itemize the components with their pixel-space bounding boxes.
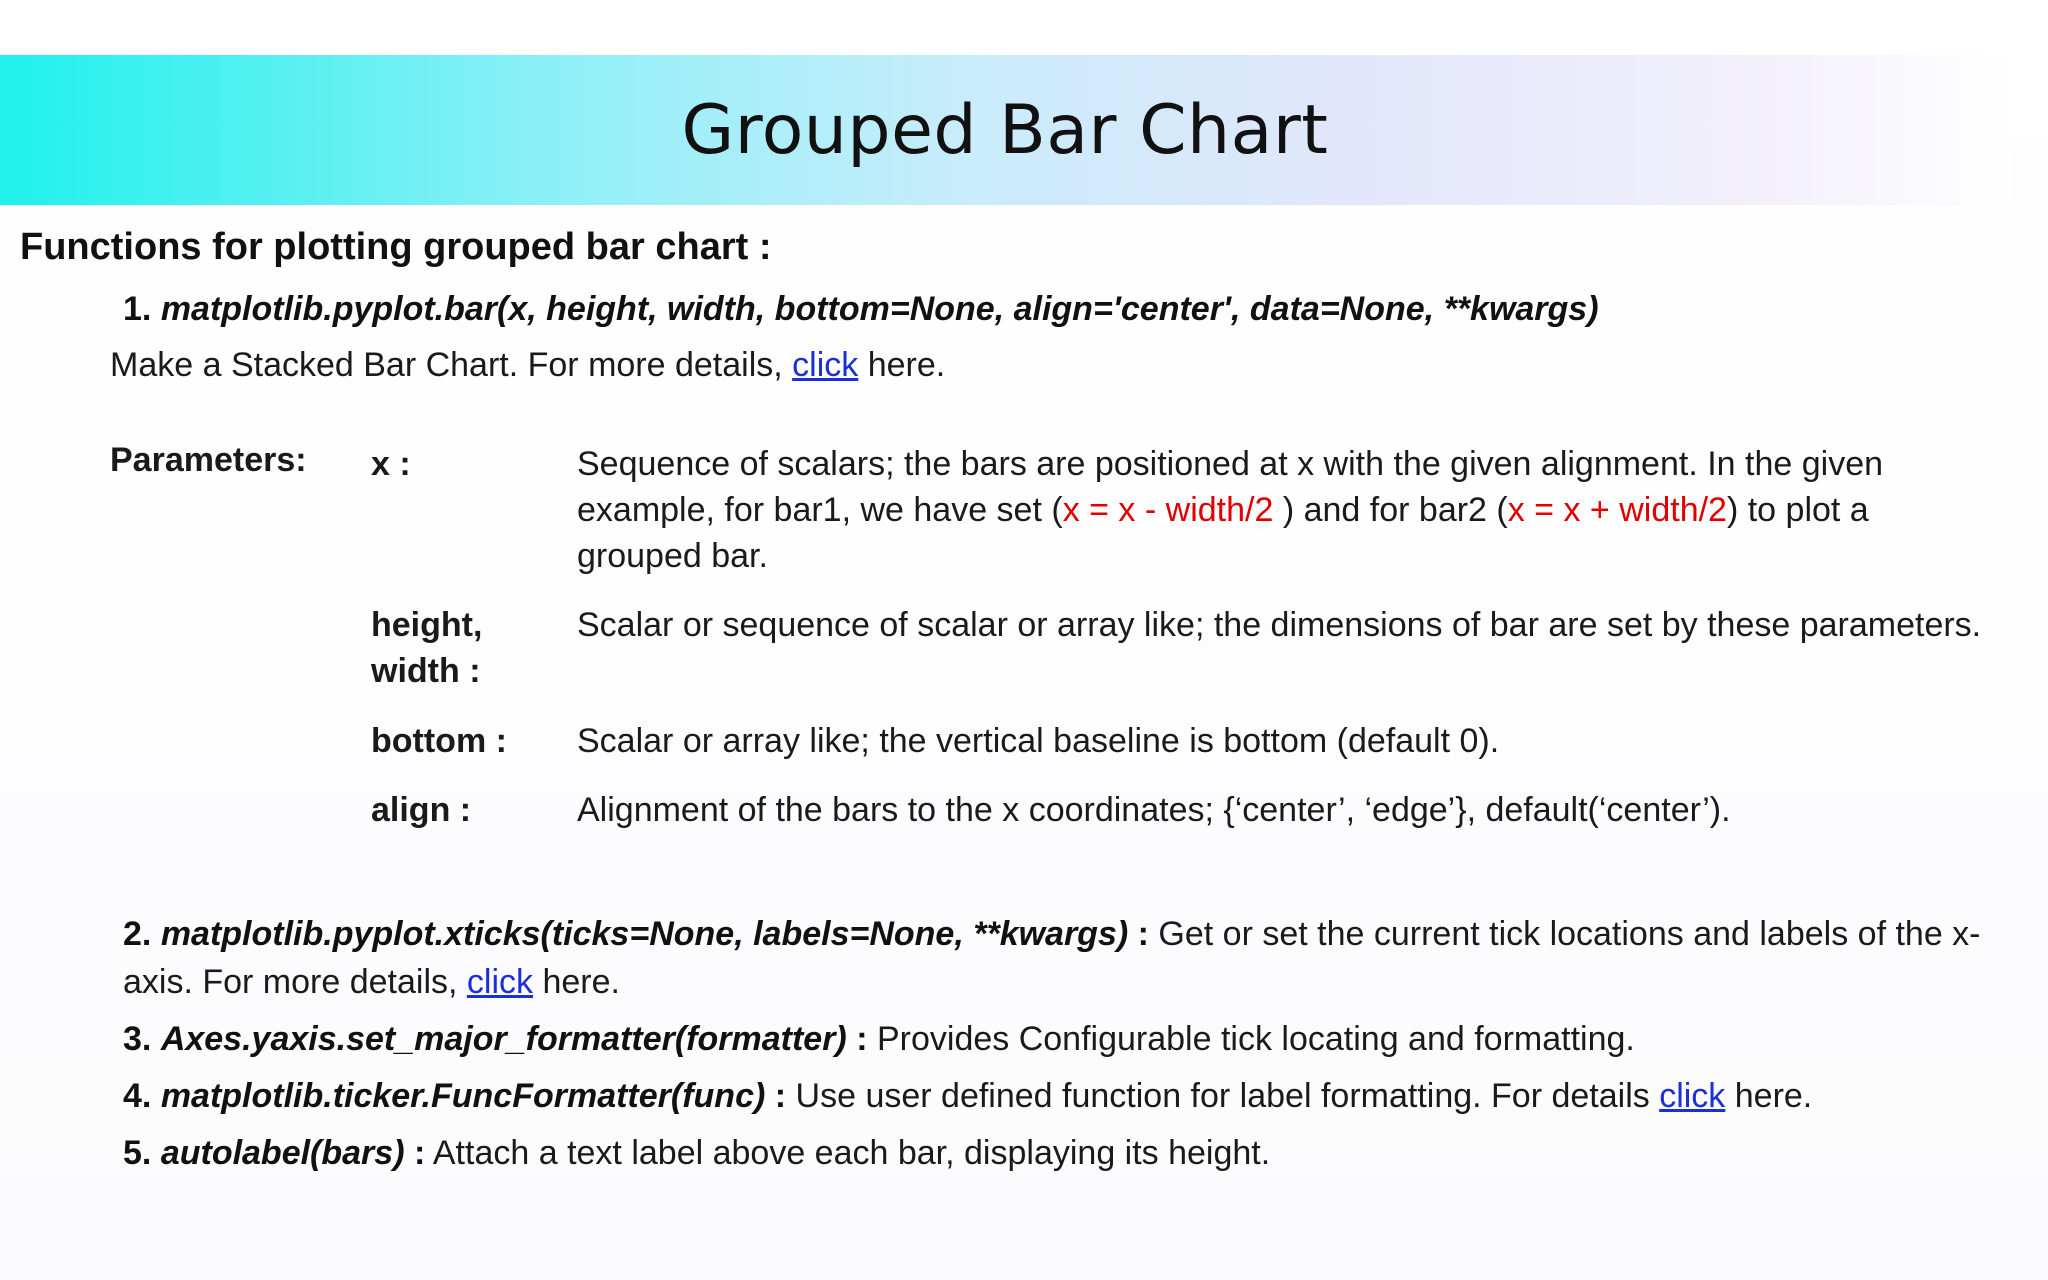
function-2-number: 2. [123, 915, 152, 953]
title-banner [0, 55, 2010, 205]
param-height-width-name [371, 602, 482, 694]
function-3 [123, 1015, 1983, 1063]
param-x-text-1: Sequence of scalars; the bars are positioned at x with the given alignment. In the given example, for bar1, we have set ( [577, 445, 1884, 529]
slide-title: Grouped Bar Chart [681, 90, 1329, 170]
function-2 [123, 910, 1983, 1006]
function-5-description: Attach a text label above each bar, displaying its height. [425, 1134, 1271, 1172]
function-2-desc-after: here. [533, 963, 620, 1001]
function-1-desc-after: here. [867, 346, 946, 384]
function-1-number: 1. [123, 290, 152, 328]
function-5-colon: : [404, 1134, 426, 1172]
function-4-description: Use user defined function for label formatting. For details [786, 1077, 1660, 1115]
param-x-bar1-formula: x = x - width/2 [1062, 491, 1274, 529]
param-x-text-2: ) and for bar2 ( [1273, 491, 1508, 529]
param-x-text-3: ) to plot a grouped bar. [577, 491, 1869, 575]
section-heading: Functions for plotting grouped bar chart : [20, 226, 772, 268]
param-align-description: Alignment of the bars to the x coordinates; {‘center’, ‘edge’}, default(‘center’). [577, 791, 1731, 829]
function-2-details-link[interactable]: click [466, 963, 533, 1001]
function-2-description: Get or set the current tick locations and labels of the x-axis. For more details, [123, 915, 1981, 1001]
param-x-bar2-formula: x = x + width/2 [1507, 491, 1727, 529]
function-5-number: 5. [123, 1134, 152, 1172]
param-height-name: height, [371, 606, 483, 644]
function-3-description: Provides Configurable tick locating and formatting. [867, 1020, 1635, 1058]
function-4-desc-after: here. [1725, 1077, 1813, 1115]
param-width-name: width : [371, 652, 481, 690]
param-bottom-description: Scalar or array like; the vertical baseline is bottom (default 0). [577, 722, 1500, 760]
parameters-label: Parameters: [110, 441, 307, 479]
function-1-details-link[interactable]: click [792, 346, 859, 384]
function-4 [123, 1072, 1983, 1120]
function-5 [123, 1129, 1983, 1177]
function-4-details-link[interactable]: click [1659, 1077, 1726, 1115]
function-1-signature [123, 290, 1599, 329]
param-x-description [577, 441, 1997, 579]
function-1-code: matplotlib.pyplot.bar(x, height, width, bottom=None, align='center', data=None, **kwargs) [160, 290, 1599, 328]
function-2-code: matplotlib.pyplot.xticks(ticks=None, labels=None, **kwargs) [160, 915, 1129, 953]
function-4-code: matplotlib.ticker.FuncFormatter(func) [160, 1077, 766, 1115]
function-1-desc-text: Make a Stacked Bar Chart. For more details, [110, 346, 783, 384]
function-1-description [110, 346, 945, 385]
function-4-colon: : [765, 1077, 787, 1115]
function-3-code: Axes.yaxis.set_major_formatter(formatter) [160, 1020, 847, 1058]
param-align-name: align : [371, 791, 472, 829]
function-3-colon: : [846, 1020, 868, 1058]
function-2-colon: : [1128, 915, 1149, 953]
function-4-number: 4. [123, 1077, 152, 1115]
function-3-number: 3. [123, 1020, 152, 1058]
param-x-name: x : [371, 445, 411, 483]
param-bottom-name: bottom : [371, 722, 507, 760]
function-5-code: autolabel(bars) [160, 1134, 405, 1172]
param-height-width-description: Scalar or sequence of scalar or array like; the dimensions of bar are set by these parameters. [577, 606, 1982, 644]
